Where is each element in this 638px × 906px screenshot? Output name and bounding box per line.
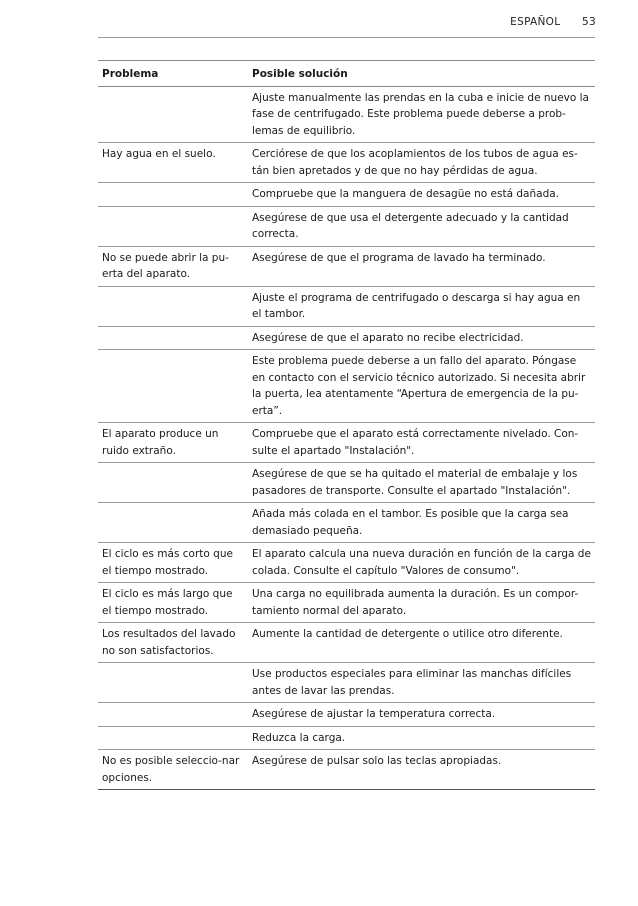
header-rule [98, 37, 595, 38]
table-row [98, 143, 595, 183]
solution-cell: Use productos especiales para eliminar las manchas difíciles antes de lavar las prendas. [248, 663, 595, 703]
column-header-solution: Posible solución [248, 61, 595, 87]
problem-cell [98, 726, 248, 750]
column-header-problem: Problema [98, 61, 248, 87]
table-header-row [98, 61, 595, 87]
table-row [98, 663, 595, 703]
solution-cell: Asegúrese de que se ha quitado el material de embalaje y los pasadores de transporte. Consulte el apartado "Instalación". [248, 463, 595, 503]
table-body [98, 86, 595, 790]
page-header [510, 16, 596, 28]
problem-cell: No se puede abrir la pu-erta del aparato. [98, 246, 248, 286]
solution-cell: Asegúrese de que usa el detergente adecuado y la cantidad correcta. [248, 206, 595, 246]
table-row [98, 623, 595, 663]
problem-cell [98, 326, 248, 350]
problem-cell: El ciclo es más corto que el tiempo mostrado. [98, 543, 248, 583]
problem-cell [98, 503, 248, 543]
solution-cell: El aparato calcula una nueva duración en función de la carga de colada. Consulte el capítulo "Valores de consumo". [248, 543, 595, 583]
problem-cell: El aparato produce un ruido extraño. [98, 423, 248, 463]
table-row [98, 246, 595, 286]
solution-cell: Asegúrese de pulsar solo las teclas apropiadas. [248, 750, 595, 790]
problem-cell [98, 183, 248, 207]
table-row [98, 583, 595, 623]
solution-cell: Compruebe que el aparato está correctamente nivelado. Con-sulte el apartado "Instalación". [248, 423, 595, 463]
table-row [98, 206, 595, 246]
troubleshooting-table [98, 60, 595, 790]
solution-cell: Añada más colada en el tambor. Es posible que la carga sea demasiado pequeña. [248, 503, 595, 543]
header-language: ESPAÑOL [510, 16, 561, 28]
problem-cell: No es posible seleccio-nar opciones. [98, 750, 248, 790]
table-row [98, 750, 595, 790]
page-number: 53 [582, 16, 596, 28]
table-row [98, 703, 595, 727]
problem-cell [98, 86, 248, 143]
solution-cell: Una carga no equilibrada aumenta la duración. Es un compor-tamiento normal del aparato. [248, 583, 595, 623]
problem-cell: Hay agua en el suelo. [98, 143, 248, 183]
solution-cell: Asegúrese de que el aparato no recibe electricidad. [248, 326, 595, 350]
solution-cell: Reduzca la carga. [248, 726, 595, 750]
problem-cell [98, 286, 248, 326]
table-row [98, 286, 595, 326]
problem-cell [98, 463, 248, 503]
solution-cell: Este problema puede deberse a un fallo del aparato. Póngase en contacto con el servicio técnico autorizado. Si necesita abrir la puerta, lea atentamente “Apertura de emergencia de la pu-erta”. [248, 350, 595, 423]
table-row [98, 503, 595, 543]
table-row [98, 423, 595, 463]
problem-cell [98, 663, 248, 703]
solution-cell: Ajuste el programa de centrifugado o descarga si hay agua en el tambor. [248, 286, 595, 326]
solution-cell: Cerciórese de que los acoplamientos de los tubos de agua es-tán bien apretados y de que no hay pérdidas de agua. [248, 143, 595, 183]
problem-cell [98, 703, 248, 727]
problem-cell: Los resultados del lavado no son satisfactorios. [98, 623, 248, 663]
table-row [98, 726, 595, 750]
table-row [98, 543, 595, 583]
table-row [98, 183, 595, 207]
solution-cell: Asegúrese de ajustar la temperatura correcta. [248, 703, 595, 727]
solution-cell: Ajuste manualmente las prendas en la cuba e inicie de nuevo la fase de centrifugado. Este problema puede deberse a prob-lemas de equilibrio. [248, 86, 595, 143]
table-row [98, 86, 595, 143]
table-row [98, 463, 595, 503]
solution-cell: Asegúrese de que el programa de lavado ha terminado. [248, 246, 595, 286]
table-row [98, 326, 595, 350]
solution-cell: Compruebe que la manguera de desagüe no está dañada. [248, 183, 595, 207]
problem-cell [98, 350, 248, 423]
table-row [98, 350, 595, 423]
solution-cell: Aumente la cantidad de detergente o utilice otro diferente. [248, 623, 595, 663]
problem-cell: El ciclo es más largo que el tiempo mostrado. [98, 583, 248, 623]
problem-cell [98, 206, 248, 246]
